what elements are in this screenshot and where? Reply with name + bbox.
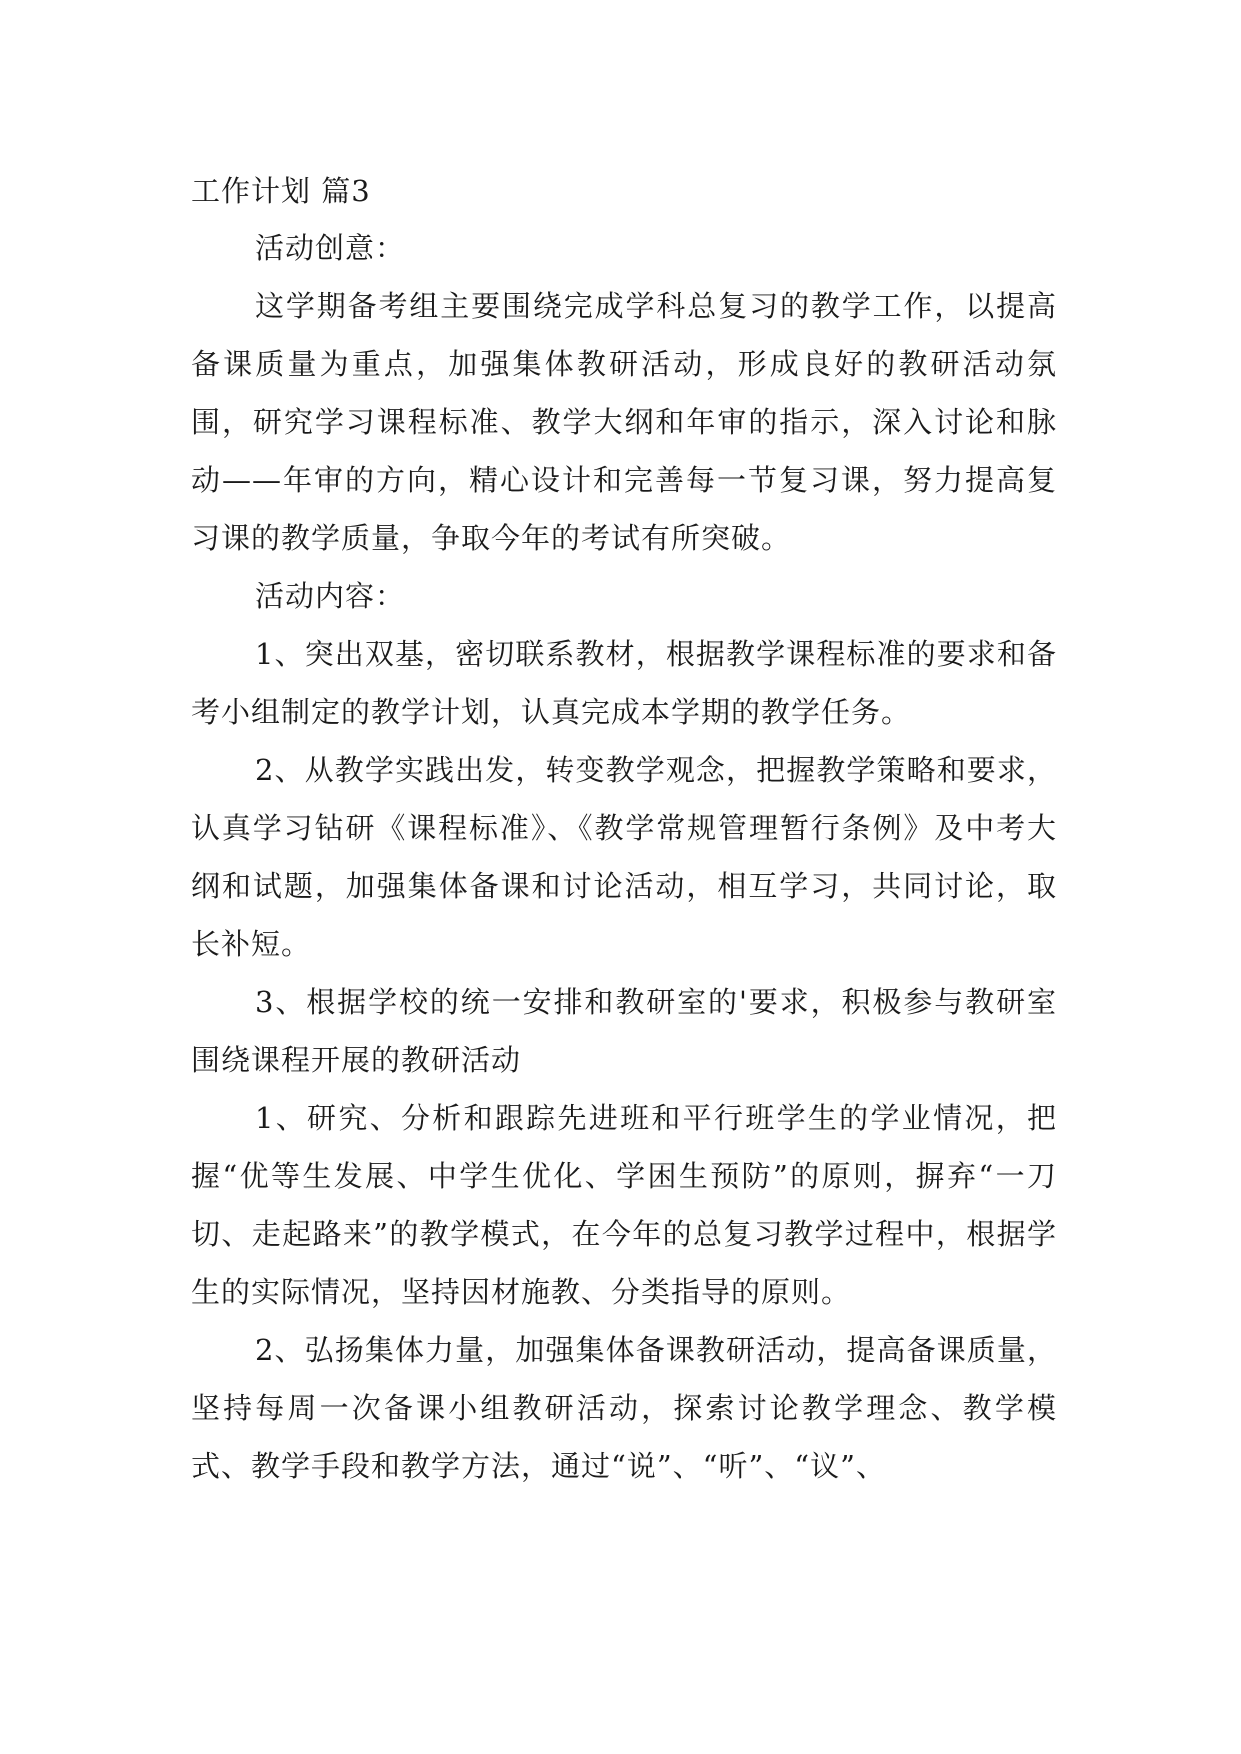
document-title: 工作计划 篇3 [191, 174, 371, 208]
paragraph-subitem-1: 1、研究、分析和跟踪先进班和平行班学生的学业情况，把握“优等生发展、中学生优化、学困生预防”的原则，摒弃“一刀切、走起路来”的教学模式，在今年的总复习教学过程中，根据学生的实际情况，坚持因材施教、分类指导的原则。 [191, 1101, 1057, 1309]
paragraph-item-1: 1、突出双基，密切联系教材，根据教学课程标准的要求和备考小组制定的教学计划，认真完成本学期的教学任务。 [191, 637, 1057, 729]
paragraph-activity-content-heading: 活动内容： [255, 579, 406, 613]
paragraph-activity-idea-heading: 活动创意： [255, 231, 406, 265]
document-body [191, 163, 1057, 1495]
paragraph-item-3: 3、根据学校的统一安排和教研室的'要求，积极参与教研室围绕课程开展的教研活动 [191, 985, 1057, 1077]
paragraph-activity-idea-body: 这学期备考组主要围绕完成学科总复习的教学工作，以提高备课质量为重点，加强集体教研活动，形成良好的教研活动氛围，研究学习课程标准、教学大纲和年审的指示，深入讨论和脉动——年审的方向，精心设计和完善每一节复习课，努力提高复习课的教学质量，争取今年的考试有所突破。 [191, 289, 1057, 555]
paragraph-item-2: 2、从教学实践出发，转变教学观念，把握教学策略和要求，认真学习钻研《课程标准》、《教学常规管理暂行条例》及中考大纲和试题，加强集体备课和讨论活动，相互学习，共同讨论，取长补短。 [191, 753, 1057, 961]
paragraph-subitem-2: 2、弘扬集体力量，加强集体备课教研活动，提高备课质量，坚持每周一次备课小组教研活动，探索讨论教学理念、教学模式、教学手段和教学方法，通过“说”、“听”、“议”、 [191, 1333, 1057, 1483]
